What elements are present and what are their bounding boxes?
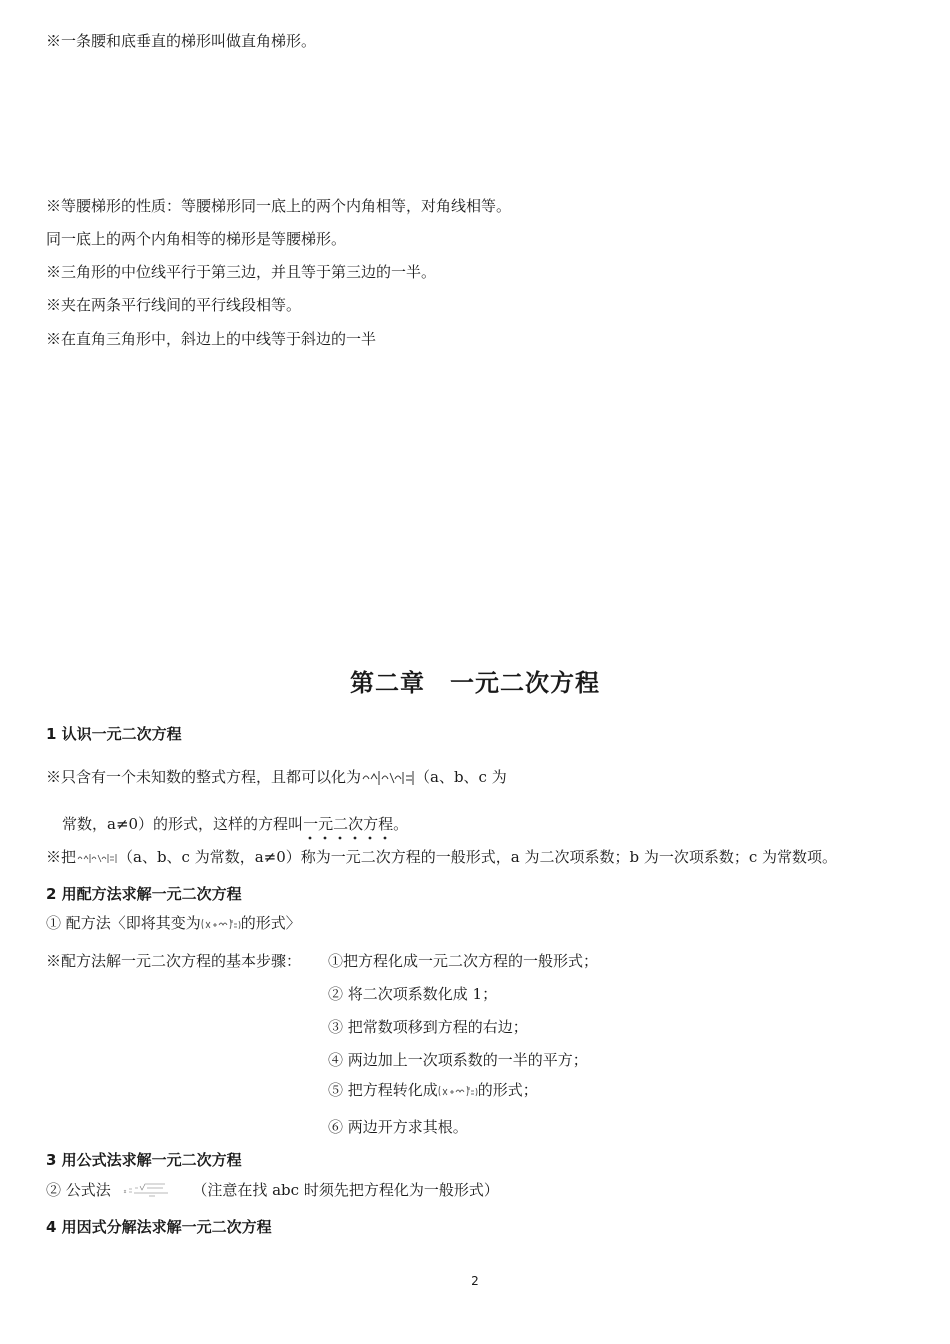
step-5-text-b: 的形式； [477,1081,538,1099]
completing-square-text-a: ① 配方法〈即将其变为 [46,914,201,932]
chapter-title: 第二章 一元二次方程 [350,669,600,697]
section-heading-1: 1 认识一元二次方程 [46,725,182,743]
step-2: ② 将二次项系数化成 1； [328,985,498,1003]
completing-square-line [46,913,301,933]
equation-general-form-image [361,767,415,789]
definition-text-c: 常数，a≠0）的形式，这样的方程叫 [62,815,304,833]
equation-square-form-image [201,917,241,931]
definition-text-a: ※只含有一个未知数的整式方程，且都可以化为 [46,768,362,786]
general-form-line [46,847,837,867]
text-parallel-segments: ※夹在两条平行线间的平行线段相等。 [46,296,302,314]
definition-text-b: （a、b、c 为 [415,768,507,786]
equation-general-form-small-image [76,851,118,865]
emphasized-term-text: 一元二次方程 [303,815,394,833]
equation-square-form-image-2 [438,1084,478,1098]
definition-line-2 [62,814,408,834]
section-heading-4: 4 用因式分解法求解一元二次方程 [46,1218,272,1236]
text-isosceles-property: ※等腰梯形的性质：等腰梯形同一底上的两个内角相等，对角线相等。 [46,197,512,215]
step-4: ④ 两边加上一次项系数的一半的平方； [328,1051,588,1069]
general-form-text-a: ※把 [46,848,77,866]
definition-text-d: 。 [393,815,409,833]
text-midline-theorem: ※三角形的中位线平行于第三边，并且等于第三边的一半。 [46,263,437,281]
section-heading-3: 3 用公式法求解一元二次方程 [46,1151,242,1169]
step-3: ③ 把常数项移到方程的右边； [328,1018,528,1036]
definition-line-1 [46,767,507,789]
text-isosceles-criterion: 同一底上的两个内角相等的梯形是等腰梯形。 [46,230,347,248]
completing-square-text-b: 的形式〉 [240,914,301,932]
step-5 [328,1080,538,1100]
step-1: ①把方程化成一元二次方程的一般形式； [328,952,599,970]
quadratic-formula-image [122,1183,174,1199]
formula-method-line [46,1180,499,1200]
page-number: 2 [471,1274,479,1288]
section-heading-2: 2 用配方法求解一元二次方程 [46,885,242,903]
formula-method-label: ② 公式法 [46,1181,111,1199]
emphasized-term [303,814,393,834]
general-form-text-b: （a、b、c 为常数，a≠0）称为一元二次方程的一般形式，a 为二次项系数；b 为一次项系数；c 为常数项。 [118,848,838,866]
text-right-trapezoid: ※一条腰和底垂直的梯形叫做直角梯形。 [46,32,317,50]
steps-intro: ※配方法解一元二次方程的基本步骤： [46,952,302,970]
step-6: ⑥ 两边开方求其根。 [328,1118,468,1136]
text-right-triangle-median: ※在直角三角形中，斜边上的中线等于斜边的一半 [46,330,377,348]
formula-method-note: （注意在找 abc 时须先把方程化为一般形式） [192,1181,499,1199]
emphasis-dots [303,836,393,840]
step-5-text-a: ⑤ 把方程转化成 [328,1081,438,1099]
